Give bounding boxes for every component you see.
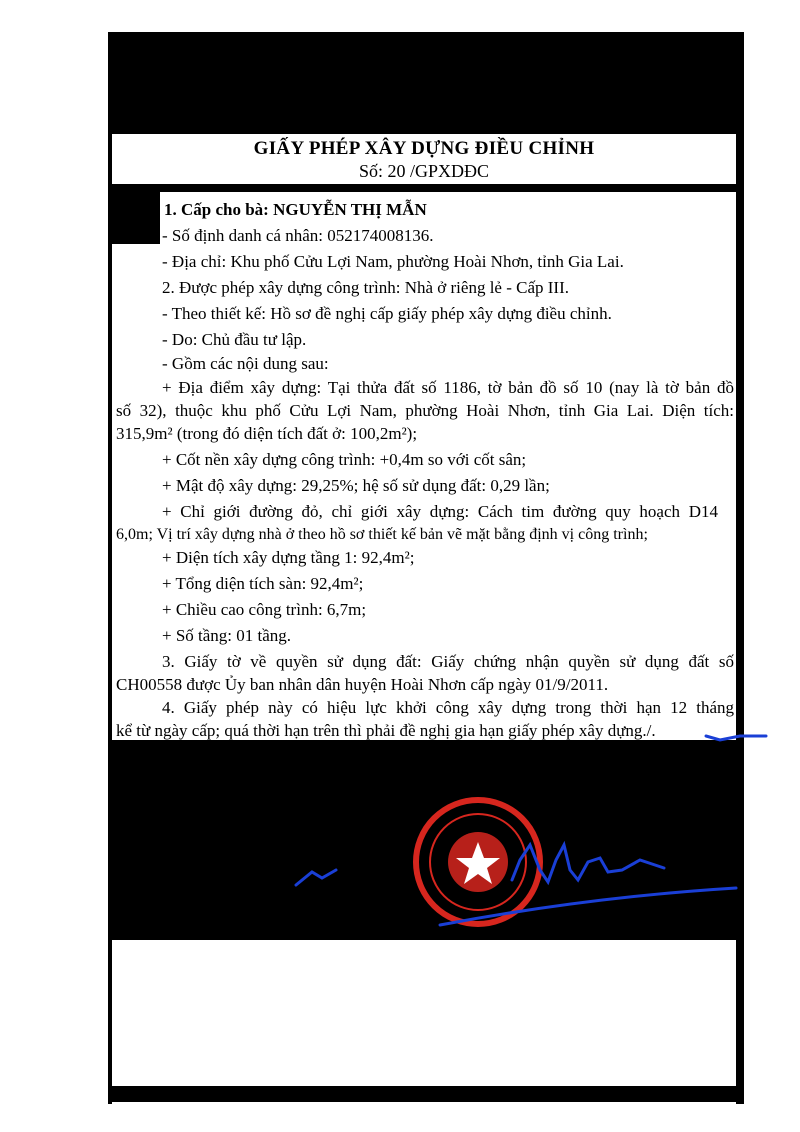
footer-strip	[112, 1102, 736, 1114]
document-title: GIẤY PHÉP XÂY DỰNG ĐIỀU CHỈNH	[253, 138, 595, 159]
prepared-by: - Do: Chủ đầu tư lập.	[162, 330, 307, 349]
item-2-construction: 2. Được phép xây dựng công trình: Nhà ở riêng lẻ - Cấp III.	[162, 278, 569, 297]
floor-area-1: + Diện tích xây dựng tầng 1: 92,4m²;	[162, 548, 415, 567]
boundary-line-1: + Chỉ giới đường đỏ, chỉ giới xây dựng: Cách tim đường quy hoạch D14	[162, 502, 718, 521]
floor-count: + Số tầng: 01 tầng.	[162, 626, 292, 645]
foundation-level: + Cốt nền xây dựng công trình: +0,4m so với cốt sân;	[162, 450, 527, 469]
building-density: + Mật độ xây dựng: 29,25%; hệ số sử dụng đất: 0,29 lần;	[162, 476, 550, 495]
permit-number: Số: 20 /GPXDĐC	[358, 161, 490, 181]
building-height: + Chiều cao công trình: 6,7m;	[162, 600, 367, 619]
total-floor-area: + Tổng diện tích sàn: 92,4m²;	[162, 574, 364, 593]
item-3-land-line-1: 3. Giấy tờ về quyền sử dụng đất: Giấy chứng nhận quyền sử dụng đất số	[162, 652, 734, 671]
item-4-validity-line-1: 4. Giấy phép này có hiệu lực khởi công xây dựng trong thời hạn 12 tháng	[162, 698, 734, 717]
item-3-land-line-2: CH00558 được Ủy ban nhân dân huyện Hoài Nhơn cấp ngày 01/9/2011.	[116, 675, 609, 694]
item-1-recipient: 1. Cấp cho bà: NGUYỄN THỊ MẪN	[164, 200, 427, 219]
official-stamp	[416, 800, 540, 924]
address: - Địa chỉ: Khu phố Cửu Lợi Nam, phường Hoài Nhơn, tỉnh Gia Lai.	[162, 252, 624, 271]
location-line-3: 315,9m² (trong đó diện tích đất ở: 100,2m²);	[116, 424, 418, 443]
contents-heading: - Gồm các nội dung sau:	[162, 354, 329, 373]
boundary-line-2: 6,0m; Vị trí xây dựng nhà ở theo hồ sơ thiết kế bản vẽ mặt bằng định vị công trình;	[116, 526, 648, 543]
footer-block	[112, 940, 736, 1088]
item-4-validity-line-2: kể từ ngày cấp; quá thời hạn trên thì phải đề nghị gia hạn giấy phép xây dựng./.	[116, 721, 656, 740]
location-line-2: số 32), thuộc khu phố Cửu Lợi Nam, phường Hoài Nhơn, tỉnh Gia Lai. Diện tích:	[116, 401, 734, 420]
location-line-1: + Địa điểm xây dựng: Tại thửa đất số 1186, tờ bản đồ số 10 (nay là tờ bản đồ	[162, 378, 734, 397]
design: - Theo thiết kế: Hồ sơ đề nghị cấp giấy phép xây dựng điều chỉnh.	[162, 304, 612, 323]
id-number: - Số định danh cá nhân: 052174008136.	[162, 226, 434, 245]
